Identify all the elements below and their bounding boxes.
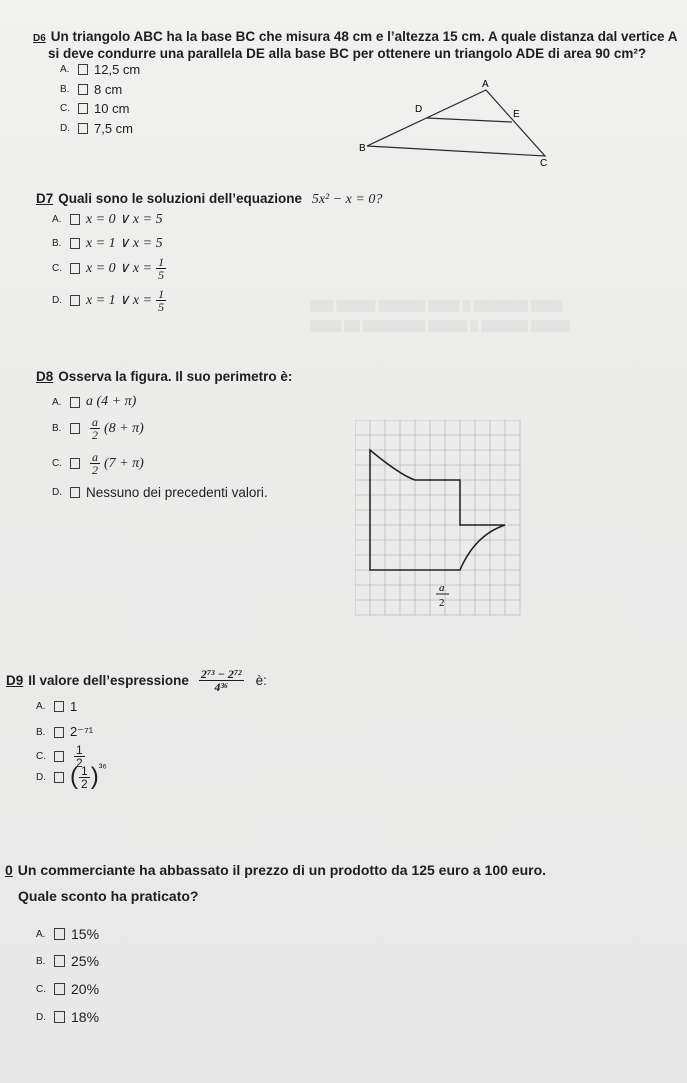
question-d9-text: D9 Il valore dell’espressione $\frac{\text{2⁷³ − 2⁷²}}{\text{4³⁶}}$ è: [6, 667, 267, 694]
side-label-den: 2 [439, 597, 445, 609]
triangle-figure [355, 78, 555, 168]
grid [355, 420, 520, 615]
checkbox[interactable] [70, 487, 80, 498]
checkbox[interactable] [70, 263, 80, 274]
checkbox[interactable] [78, 64, 88, 75]
option-d10-b[interactable]: B. 25% [36, 953, 100, 969]
fraction: $\frac{a}{2}$ [92, 450, 98, 477]
option-d7-b[interactable]: B. x = 1 ∨ x = 5 [52, 236, 163, 251]
option-d9-d[interactable]: D. ( $\frac{1}{2}$ ) ³⁶ [36, 762, 107, 791]
paren-close: ) [90, 763, 99, 790]
checkbox[interactable] [78, 123, 88, 134]
perimeter-figure [355, 420, 525, 616]
question-line: Un triangolo ABC ha la base BC che misura 48 cm e l’altezza 15 cm. A quale distanza dal vertice A [50, 29, 678, 44]
checkbox[interactable] [70, 214, 80, 225]
checkbox[interactable] [70, 423, 80, 434]
option-d8-a[interactable]: A. a (4 + π) [52, 394, 137, 409]
checkbox[interactable] [54, 928, 65, 940]
option-d10-d[interactable]: D. 18% [36, 1009, 100, 1025]
checkbox[interactable] [78, 103, 88, 114]
fraction: $\frac{1}{2}$ [81, 763, 88, 791]
option-d6-d[interactable]: D. 7,5 cm [60, 121, 134, 136]
vertex-label-d: D [415, 104, 423, 115]
question-d7-text: D7 Quali sono le soluzioni dell’equazione 5x² − x = 0? [36, 191, 383, 207]
vertex-label-a: A [482, 79, 489, 90]
vertex-label-e: E [513, 109, 520, 120]
question-d6-text-2: si deve condurre una parallela DE alla base BC per ottenere un triangolo ADE di area 90 cm²? [48, 46, 647, 61]
option-d7-d[interactable]: D. x = 1 ∨ x = $\frac{1}{5}$ [52, 287, 165, 314]
question-d10-text: 0 Un commerciante ha abbassato il prezzo di un prodotto da 125 euro a 100 euro. [5, 862, 547, 878]
question-number: D9 [6, 673, 24, 688]
option-d10-c[interactable]: C. 20% [36, 981, 100, 997]
checkbox[interactable] [54, 955, 65, 967]
question-d8-text: D8 Osserva la figura. Il suo perimetro è: [36, 369, 293, 384]
checkbox[interactable] [54, 772, 64, 783]
option-d6-a[interactable]: A. 12,5 cm [60, 62, 141, 77]
fraction: $\frac{a}{2}$ [92, 415, 98, 442]
option-d7-a[interactable]: A. x = 0 ∨ x = 5 [52, 212, 163, 227]
vertex-label-c: C [540, 158, 548, 168]
option-d9-c[interactable]: C. $\frac{1}{2}$ [36, 743, 83, 770]
option-d8-d[interactable]: D. Nessuno dei precedenti valori. [52, 485, 268, 500]
side-label-num: a [439, 582, 445, 594]
option-d8-c[interactable]: C. $\frac{a}{2}$ (7 + π) [52, 450, 144, 477]
expression-fraction: $\frac{\text{2⁷³ − 2⁷²}}{\text{4³⁶}}$ [200, 667, 242, 694]
option-d7-c[interactable]: C. x = 0 ∨ x = $\frac{1}{5}$ [52, 255, 165, 282]
checkbox[interactable] [70, 238, 80, 249]
bleed-through: ▒▒▒ ▒▒▒▒▒ ▒▒▒▒▒▒ ▒▒▒▒ ▒ ▒▒▒▒▒▒▒ ▒▒▒▒ [310, 300, 563, 312]
checkbox[interactable] [70, 397, 80, 408]
checkbox[interactable] [70, 295, 80, 306]
question-number: D6 [33, 33, 46, 44]
option-d6-c[interactable]: C. 10 cm [60, 101, 130, 116]
question-number: D8 [36, 369, 54, 384]
option-d10-a[interactable]: A. 15% [36, 926, 100, 942]
paren-open: ( [70, 763, 78, 790]
equation: 5x² − x = 0? [311, 192, 383, 207]
bleed-through: ▒▒▒▒ ▒▒ ▒▒▒▒▒▒▒▒ ▒▒▒▒▒ ▒ ▒▒▒▒▒▒ ▒▒▒▒▒ [310, 320, 570, 332]
checkbox[interactable] [54, 1011, 65, 1023]
checkbox[interactable] [54, 727, 64, 738]
option-d9-b[interactable]: B. 2⁻⁷¹ [36, 724, 94, 739]
option-d9-a[interactable]: A. 1 [36, 699, 78, 714]
option-d6-b[interactable]: B. 8 cm [60, 82, 123, 97]
question-number: D7 [36, 191, 54, 206]
checkbox[interactable] [78, 84, 88, 95]
checkbox[interactable] [70, 458, 80, 469]
fraction: $\frac{1}{2}$ [76, 743, 83, 770]
checkbox[interactable] [54, 701, 64, 712]
vertex-label-b: B [359, 143, 366, 154]
question-number: 0 [5, 862, 13, 878]
fraction: $\frac{1}{5}$ [158, 255, 165, 282]
option-d8-b[interactable]: B. $\frac{a}{2}$ (8 + π) [52, 415, 144, 442]
question-d10-text-2: Quale sconto ha praticato? [18, 888, 199, 904]
fraction: $\frac{1}{5}$ [158, 287, 165, 314]
checkbox[interactable] [54, 983, 65, 995]
